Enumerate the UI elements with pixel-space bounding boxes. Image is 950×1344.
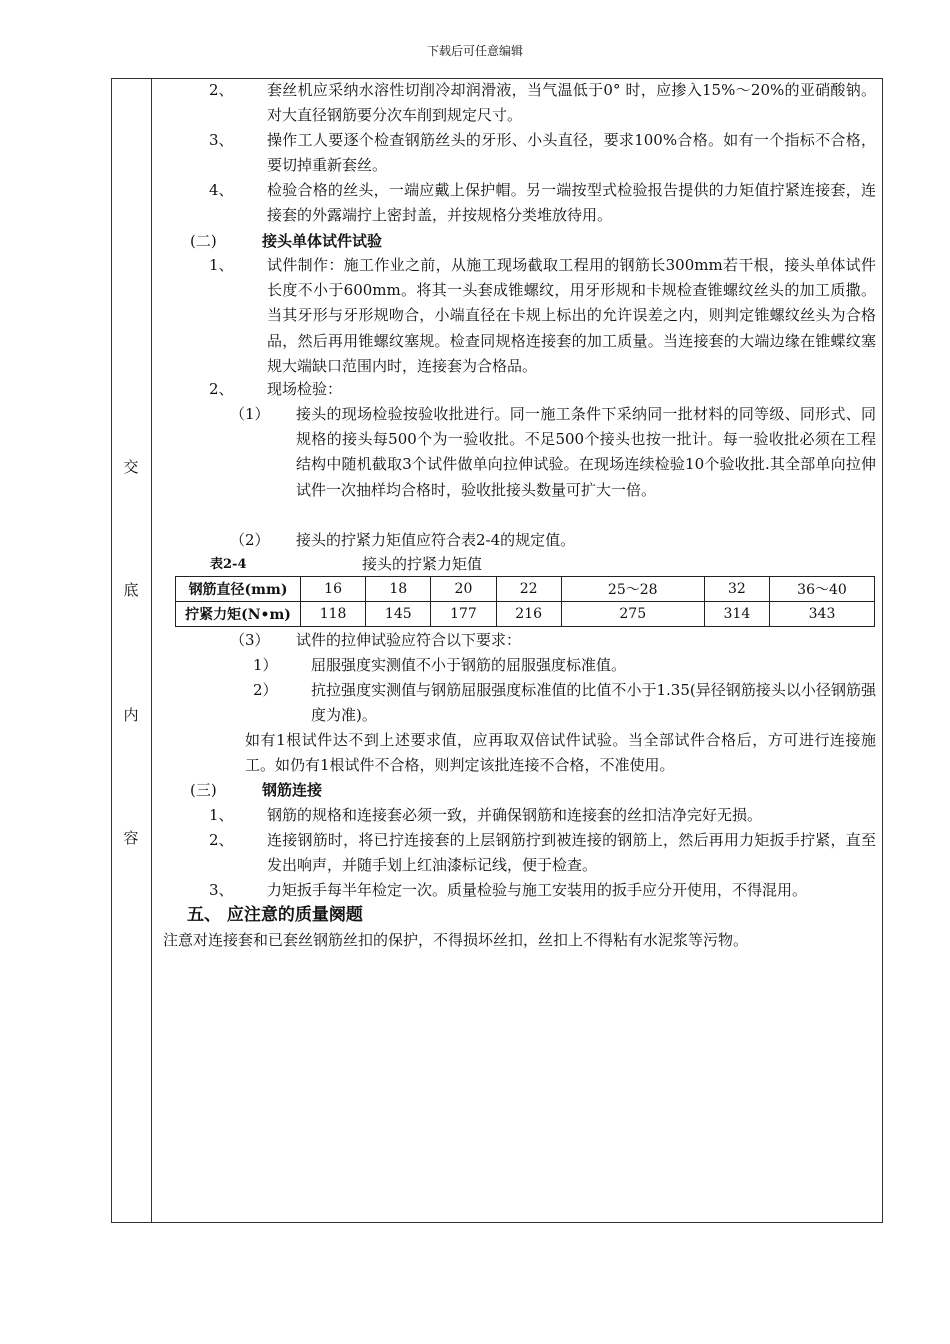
side-label-char-3: 内 <box>123 706 139 724</box>
page-header: 下载后可任意编辑 <box>426 44 523 58</box>
item-number: 2、 <box>209 831 234 849</box>
sub-item-number: （2） <box>230 531 270 549</box>
table-cell: 177 <box>431 602 496 627</box>
paragraph: 试件制作：施工作业之前，从施工现场截取工程用的钢筋长300mm若干根，接头单体试件长度不小于600mm。将其一头套成锥螺纹，用牙形规和卡规检查锥螺纹丝头的加工质撒。当其牙形与牙形规吻合，小端直径在卡规上标出的允许误差之内，则判定锥螺纹丝头为合格品，然后再用锥螺纹塞规。检查同规格连接套的加工质量。当连接套的大端边缘在锥蝶纹塞规大端缺口范围内时，连接套为合格品。 <box>267 256 876 375</box>
sub-item-number: （1） <box>230 405 270 423</box>
torque-table <box>175 576 875 627</box>
paragraph: 现场检验： <box>267 380 343 398</box>
table-row <box>176 577 875 602</box>
section-title: 接头单体试件试验 <box>262 232 383 250</box>
table-cell: 343 <box>770 602 875 627</box>
paragraph: 如有1根试件达不到上述要求值，应再取双倍试件试验。当全部试件合格后，方可进行连接施工。如仍有1根试件不合格，则判定该批连接不合格，不准使用。 <box>245 731 876 775</box>
table-cell: 16 <box>301 577 366 602</box>
item-number: 1、 <box>209 256 234 274</box>
table-row-header: 拧紧力矩(N•m) <box>176 602 301 627</box>
table-cell: 32 <box>704 577 769 602</box>
table-title: 接头的拧紧力矩值 <box>362 555 483 573</box>
section-title: 钢筋连接 <box>262 781 323 799</box>
requirement-number: 2） <box>253 681 278 699</box>
section-heading: 五、 应注意的质量阕题 <box>187 905 363 925</box>
paragraph: 抗拉强度实测值与钢筋屈服强度标准值的比值不小于1.35(异径钢筋接头以小径钢筋强度为准)。 <box>311 681 876 725</box>
paragraph: 注意对连接套和已套丝钢筋丝扣的保护，不得损坏丝扣，丝扣上不得粘有水泥浆等污物。 <box>163 931 749 949</box>
table-cell: 118 <box>301 602 366 627</box>
item-number: 3、 <box>209 881 234 899</box>
table-cell: 314 <box>704 602 769 627</box>
item-number: 2、 <box>209 380 234 398</box>
table-cell: 145 <box>366 602 431 627</box>
item-number: 4、 <box>209 181 234 199</box>
table-cell: 36～40 <box>770 577 875 602</box>
paragraph: 连接钢筋时，将已拧连接套的上层钢筋拧到被连接的钢筋上，然后再用力矩扳手拧紧，直至发出响声，并随手划上红油漆标记线，便于检查。 <box>267 831 876 875</box>
side-label-char-2: 底 <box>123 581 139 599</box>
table-cell: 25～28 <box>561 577 704 602</box>
side-label-char-1: 交 <box>123 458 139 476</box>
table-cell: 18 <box>366 577 431 602</box>
table-cell: 275 <box>561 602 704 627</box>
paragraph: 检验合格的丝头，一端应戴上保护帽。另一端按型式检验报告提供的力矩值拧紧连接套，连接套的外露端拧上密封盖，并按规格分类堆放待用。 <box>267 181 876 225</box>
paragraph: 套丝机应采纳水溶性切削冷却润滑液，当气温低于0° 时，应掺入15%～20%的亚硝酸钠。对大直径钢筋要分次车削到规定尺寸。 <box>267 81 876 125</box>
side-label-char-4: 容 <box>123 829 139 847</box>
paragraph: 接头的拧紧力矩值应符合表2-4的规定值。 <box>296 531 576 549</box>
sub-item-number: （3） <box>230 631 270 649</box>
requirement-number: 1） <box>253 656 278 674</box>
table-number: 表2-4 <box>210 557 247 572</box>
paragraph: 操作工人要逐个检查钢筋丝头的牙形、小头直径，要求100%合格。如有一个指标不合格，要切掉重新套丝。 <box>267 131 876 175</box>
paragraph: 屈服强度实测值不小于钢筋的屈服强度标准值。 <box>311 656 627 674</box>
column-divider <box>151 78 152 1223</box>
paragraph: 钢筋的规格和连接套必须一致，并确保钢筋和连接套的丝扣洁净完好无损。 <box>267 806 763 824</box>
paragraph: 试件的拉伸试验应符合以下要求： <box>296 631 522 649</box>
section-number: (三) <box>190 781 217 799</box>
table-cell: 20 <box>431 577 496 602</box>
table-row-header: 钢筋直径(mm) <box>176 577 301 602</box>
table-cell: 22 <box>496 577 561 602</box>
table-cell: 216 <box>496 602 561 627</box>
table-row <box>176 602 875 627</box>
item-number: 3、 <box>209 131 234 149</box>
item-number: 2、 <box>209 81 234 99</box>
paragraph: 力矩扳手每半年检定一次。质量检验与施工安装用的扳手应分开使用，不得混用。 <box>267 881 808 899</box>
item-number: 1、 <box>209 806 234 824</box>
paragraph: 接头的现场检验按验收批进行。同一施工条件下采纳同一批材料的同等级、同形式、同规格的接头每500个为一验收批。不足500个接头也按一批计。每一验收批必须在工程结构中随机截取3个试件做单向拉伸试验。在现场连续检验10个验收批.其全部单向拉伸试件一次抽样均合格时，验收批接头数量可扩大一倍。 <box>296 405 876 499</box>
section-number: (二) <box>190 232 217 250</box>
